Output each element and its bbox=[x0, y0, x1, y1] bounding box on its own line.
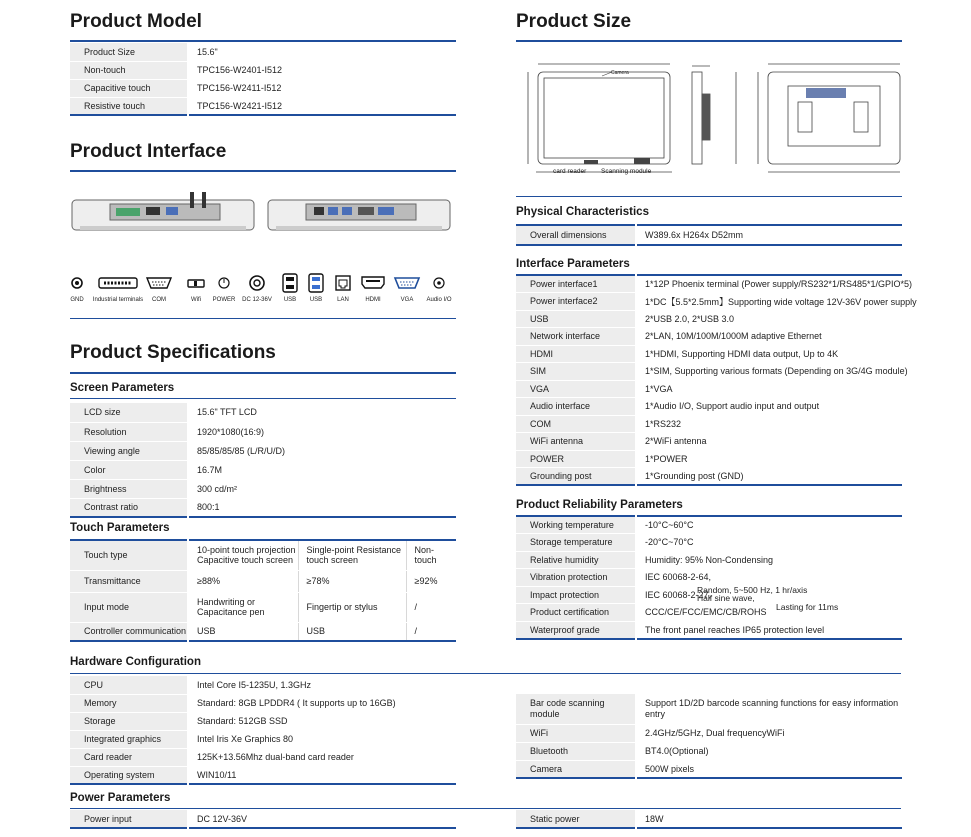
table-row bbox=[70, 422, 456, 441]
power-icon bbox=[214, 273, 234, 298]
interface-icon-label: Wifi bbox=[191, 297, 201, 303]
row-value: 1*RS232 bbox=[636, 415, 902, 433]
touch-parameters-heading: Touch Parameters bbox=[70, 522, 170, 534]
touch-capacitive-value: 10-point touch projection Capacitive touch screen bbox=[188, 540, 298, 570]
screen-parameters-heading: Screen Parameters bbox=[70, 382, 175, 394]
row-label: Resistive touch bbox=[70, 97, 188, 115]
table-row bbox=[516, 415, 902, 433]
heading-rule bbox=[516, 40, 902, 42]
row-value: The front panel reaches IP65 protection level bbox=[636, 621, 902, 639]
power-right-table bbox=[516, 810, 902, 829]
interface-parameters-table bbox=[516, 274, 917, 486]
row-value: 2*WiFi antenna bbox=[636, 433, 902, 451]
row-value: 16.7M bbox=[188, 460, 456, 479]
touch-nontouch-value: Non-touch bbox=[406, 540, 456, 570]
table-row bbox=[70, 730, 456, 748]
row-value: TPC156-W2421-I512 bbox=[188, 97, 456, 115]
row-label: POWER bbox=[516, 450, 636, 468]
touch-resistive-value: USB bbox=[298, 622, 406, 641]
power-parameters-heading: Power Parameters bbox=[70, 792, 171, 804]
table-row bbox=[516, 310, 902, 328]
vga-icon bbox=[393, 273, 421, 298]
table-row bbox=[516, 694, 902, 724]
table-row bbox=[70, 441, 456, 460]
interface-icon-label: POWER bbox=[212, 297, 236, 303]
row-label: CPU bbox=[70, 676, 188, 694]
row-value: -20°C~70°C bbox=[636, 534, 902, 552]
table-row bbox=[516, 516, 902, 534]
row-value: 85/85/85/85 (L/R/U/D) bbox=[188, 441, 456, 460]
reliability-half-sine-note: Half sine wave, bbox=[697, 593, 755, 603]
touch-row-label: Touch type bbox=[70, 540, 188, 570]
row-value: Standard: 512GB SSD bbox=[188, 712, 456, 730]
touch-nontouch-value: / bbox=[406, 622, 456, 641]
table-row bbox=[70, 540, 456, 570]
row-label: Relative humidity bbox=[516, 551, 636, 569]
row-label: Resolution bbox=[70, 422, 188, 441]
row-value: Intel Iris Xe Graphics 80 bbox=[188, 730, 456, 748]
dc-icon bbox=[247, 273, 267, 298]
row-value: 1*POWER bbox=[636, 450, 902, 468]
row-label: Contrast ratio bbox=[70, 498, 188, 517]
table-row bbox=[516, 468, 902, 486]
table-row bbox=[70, 479, 456, 498]
product-model-table bbox=[70, 43, 456, 116]
audio-icon bbox=[429, 273, 449, 298]
table-row bbox=[70, 592, 456, 622]
divider bbox=[516, 196, 902, 197]
screen-parameters-table bbox=[70, 403, 456, 518]
row-label: HDMI bbox=[516, 345, 636, 363]
interface-icon-label: GND bbox=[70, 297, 84, 303]
row-label: Memory bbox=[70, 694, 188, 712]
touch-resistive-value: Single-point Resistance touch screen bbox=[298, 540, 406, 570]
dimension-drawings bbox=[516, 58, 902, 180]
table-row bbox=[516, 225, 902, 245]
table-row bbox=[70, 748, 456, 766]
touch-resistive-value: Fingertip or stylus bbox=[298, 592, 406, 622]
reliability-random-note: Random, 5~500 Hz, 1 hr/axis bbox=[697, 585, 808, 595]
row-label: Operating system bbox=[70, 766, 188, 784]
table-row bbox=[516, 621, 902, 639]
row-label: Non-touch bbox=[70, 61, 188, 79]
row-value: BT4.0(Optional) bbox=[636, 742, 902, 760]
touch-capacitive-value: Handwriting or Capacitance pen bbox=[188, 592, 298, 622]
hdmi-icon bbox=[361, 273, 385, 298]
static-power-label: Static power bbox=[516, 810, 636, 828]
row-value: Intel Core I5-1235U, 1.3GHz bbox=[188, 676, 456, 694]
row-label: Card reader bbox=[70, 748, 188, 766]
table-row bbox=[70, 43, 456, 61]
industrial-terminals-icon bbox=[98, 273, 138, 298]
interface-icon-label: USB bbox=[283, 297, 297, 303]
hardware-configuration-heading: Hardware Configuration bbox=[70, 656, 201, 668]
row-value: 1*VGA bbox=[636, 380, 902, 398]
row-label: Camera bbox=[516, 760, 636, 778]
row-label: Waterproof grade bbox=[516, 621, 636, 639]
touch-nontouch-value: / bbox=[406, 592, 456, 622]
row-value: 1920*1080(16:9) bbox=[188, 422, 456, 441]
product-size-heading: Product Size bbox=[516, 11, 632, 32]
subheading-rule bbox=[70, 808, 901, 809]
row-value: 1*12P Phoenix terminal (Power supply/RS232*1/RS485*1/GPIO*5) bbox=[636, 275, 902, 293]
row-label: Network interface bbox=[516, 328, 636, 346]
row-value: 125K+13.56Mhz dual-band card reader bbox=[188, 748, 456, 766]
row-label: WiFi antenna bbox=[516, 433, 636, 451]
com-icon bbox=[145, 273, 173, 298]
row-value: 15.6" bbox=[188, 43, 456, 61]
device-side-view-1 bbox=[70, 190, 256, 238]
table-row bbox=[516, 293, 902, 311]
row-label: Vibration protection bbox=[516, 569, 636, 587]
row-label: SIM bbox=[516, 363, 636, 381]
row-label: Product certification bbox=[516, 604, 636, 622]
device-side-view-2 bbox=[266, 190, 452, 238]
lan-icon bbox=[333, 273, 353, 298]
usb3-icon bbox=[306, 273, 326, 298]
physical-characteristics-heading: Physical Characteristics bbox=[516, 206, 649, 218]
heading-rule bbox=[70, 372, 456, 374]
table-row bbox=[70, 622, 456, 641]
interface-icon-label: HDMI bbox=[365, 297, 381, 303]
row-label: Audio interface bbox=[516, 398, 636, 416]
row-label: Overall dimensions bbox=[516, 225, 636, 245]
interface-icon-label: Audio I/O bbox=[426, 297, 452, 303]
row-value: 2*LAN, 10M/100M/1000M adaptive Ethernet bbox=[636, 328, 902, 346]
static-power-value: 18W bbox=[636, 810, 902, 828]
table-row bbox=[516, 724, 902, 742]
table-row bbox=[516, 450, 902, 468]
table-row bbox=[516, 569, 902, 587]
gnd-icon bbox=[67, 273, 87, 298]
row-value: Support 1D/2D barcode scanning functions for easy information entry bbox=[636, 694, 902, 724]
row-value: IEC 60068-2-64, bbox=[636, 569, 902, 587]
table-row bbox=[516, 275, 902, 293]
touch-capacitive-value: USB bbox=[188, 622, 298, 641]
row-value: CCC/CE/FCC/EMC/CB/ROHS bbox=[636, 604, 902, 622]
subheading-rule bbox=[70, 673, 901, 674]
table-row bbox=[516, 742, 902, 760]
interface-icon-label: COM bbox=[152, 297, 166, 303]
row-value: 300 cd/m² bbox=[188, 479, 456, 498]
table-row bbox=[70, 766, 456, 784]
row-label: Working temperature bbox=[516, 516, 636, 534]
product-model-heading: Product Model bbox=[70, 11, 202, 32]
row-value: W389.6x H264x D52mm bbox=[636, 225, 902, 245]
row-label: Impact protection bbox=[516, 586, 636, 604]
row-label: Grounding post bbox=[516, 468, 636, 486]
row-value: 1*Grounding post (GND) bbox=[636, 468, 902, 486]
table-row bbox=[70, 498, 456, 517]
product-specifications-heading: Product Specifications bbox=[70, 342, 276, 363]
row-value: -10°C~60°C bbox=[636, 516, 902, 534]
interface-icon-label: Industrial terminals bbox=[92, 297, 144, 303]
row-value: 2.4GHz/5GHz, Dual frequencyWiFi bbox=[636, 724, 902, 742]
row-value: 15.6" TFT LCD bbox=[188, 403, 456, 422]
row-value: 1*DC【5.5*2.5mm】Supporting wide voltage 12V-36V power supply bbox=[636, 293, 902, 311]
table-row bbox=[516, 534, 902, 552]
row-label: VGA bbox=[516, 380, 636, 398]
row-value: 800:1 bbox=[188, 498, 456, 517]
row-label: Storage temperature bbox=[516, 534, 636, 552]
row-label: Capacitive touch bbox=[70, 79, 188, 97]
interface-icon-label: VGA bbox=[400, 297, 414, 303]
interface-icon-label: DC 12-36V bbox=[242, 297, 272, 303]
table-row bbox=[70, 570, 456, 592]
row-label: Bluetooth bbox=[516, 742, 636, 760]
row-value: IEC 60068-2-27, bbox=[636, 586, 902, 604]
row-value: 500W pixels bbox=[636, 760, 902, 778]
row-value: Standard: 8GB LPDDR4 ( It supports up to 16GB) bbox=[188, 694, 456, 712]
row-value: 1*HDMI, Supporting HDMI data output, Up to 4K bbox=[636, 345, 902, 363]
row-value: WIN10/11 bbox=[188, 766, 456, 784]
camera-caption: Camera bbox=[611, 70, 629, 76]
table-row bbox=[516, 760, 902, 778]
touch-row-label: Controller communication bbox=[70, 622, 188, 641]
table-row bbox=[516, 328, 902, 346]
row-label: Storage bbox=[70, 712, 188, 730]
card-reader-caption: card reader bbox=[553, 168, 587, 175]
usb-icon bbox=[280, 273, 300, 298]
row-value: TPC156-W2411-I512 bbox=[188, 79, 456, 97]
table-row bbox=[516, 363, 902, 381]
reliability-lasting-note: Lasting for 11ms bbox=[776, 602, 839, 612]
table-row bbox=[516, 398, 902, 416]
row-label: Power interface1 bbox=[516, 275, 636, 293]
row-label: Bar code scanning module bbox=[516, 694, 636, 724]
row-label: COM bbox=[516, 415, 636, 433]
touch-row-label: Transmittance bbox=[70, 570, 188, 592]
table-row bbox=[516, 433, 902, 451]
hardware-left-table bbox=[70, 676, 456, 785]
table-row bbox=[516, 604, 902, 622]
table-row bbox=[70, 79, 456, 97]
hardware-right-table bbox=[516, 694, 902, 779]
row-label: Product Size bbox=[70, 43, 188, 61]
row-label: Brightness bbox=[70, 479, 188, 498]
row-value: 1*SIM, Supporting various formats (Depending on 3G/4G module) bbox=[636, 363, 902, 381]
touch-resistive-value: ≥78% bbox=[298, 570, 406, 592]
touch-nontouch-value: ≥92% bbox=[406, 570, 456, 592]
row-label: USB bbox=[516, 310, 636, 328]
table-row bbox=[70, 97, 456, 115]
table-row bbox=[70, 460, 456, 479]
table-row bbox=[70, 694, 456, 712]
touch-capacitive-value: ≥88% bbox=[188, 570, 298, 592]
row-value: TPC156-W2401-I512 bbox=[188, 61, 456, 79]
reliability-parameters-heading: Product Reliability Parameters bbox=[516, 499, 683, 511]
divider bbox=[70, 318, 456, 319]
touch-parameters-table bbox=[70, 539, 456, 642]
table-row bbox=[70, 403, 456, 422]
subheading-rule bbox=[70, 398, 456, 399]
table-row bbox=[516, 380, 902, 398]
reliability-parameters-table bbox=[516, 515, 902, 640]
row-label: Integrated graphics bbox=[70, 730, 188, 748]
heading-rule bbox=[70, 40, 456, 42]
table-row bbox=[70, 676, 456, 694]
table-row bbox=[70, 61, 456, 79]
touch-row-label: Input mode bbox=[70, 592, 188, 622]
row-value: 2*USB 2.0, 2*USB 3.0 bbox=[636, 310, 902, 328]
row-value: 1*Audio I/O, Support audio input and output bbox=[636, 398, 902, 416]
power-left-table bbox=[70, 810, 456, 829]
power-input-value: DC 12V-36V bbox=[188, 810, 456, 828]
table-row bbox=[516, 551, 902, 569]
interface-parameters-heading: Interface Parameters bbox=[516, 258, 630, 270]
table-row bbox=[70, 712, 456, 730]
interface-icon-label: LAN bbox=[337, 297, 349, 303]
row-label: Power interface2 bbox=[516, 293, 636, 311]
scanning-module-caption: Scanning module bbox=[601, 168, 652, 175]
product-interface-heading: Product Interface bbox=[70, 141, 227, 162]
row-label: WiFi bbox=[516, 724, 636, 742]
table-row bbox=[516, 345, 902, 363]
row-label: LCD size bbox=[70, 403, 188, 422]
row-label: Color bbox=[70, 460, 188, 479]
power-input-label: Power input bbox=[70, 810, 188, 828]
row-value: Humidity: 95% Non-Condensing bbox=[636, 551, 902, 569]
row-label: Viewing angle bbox=[70, 441, 188, 460]
heading-rule bbox=[70, 170, 456, 172]
interface-icon-label: USB bbox=[309, 297, 323, 303]
wifi-icon bbox=[186, 273, 206, 298]
physical-characteristics-table bbox=[516, 224, 902, 246]
